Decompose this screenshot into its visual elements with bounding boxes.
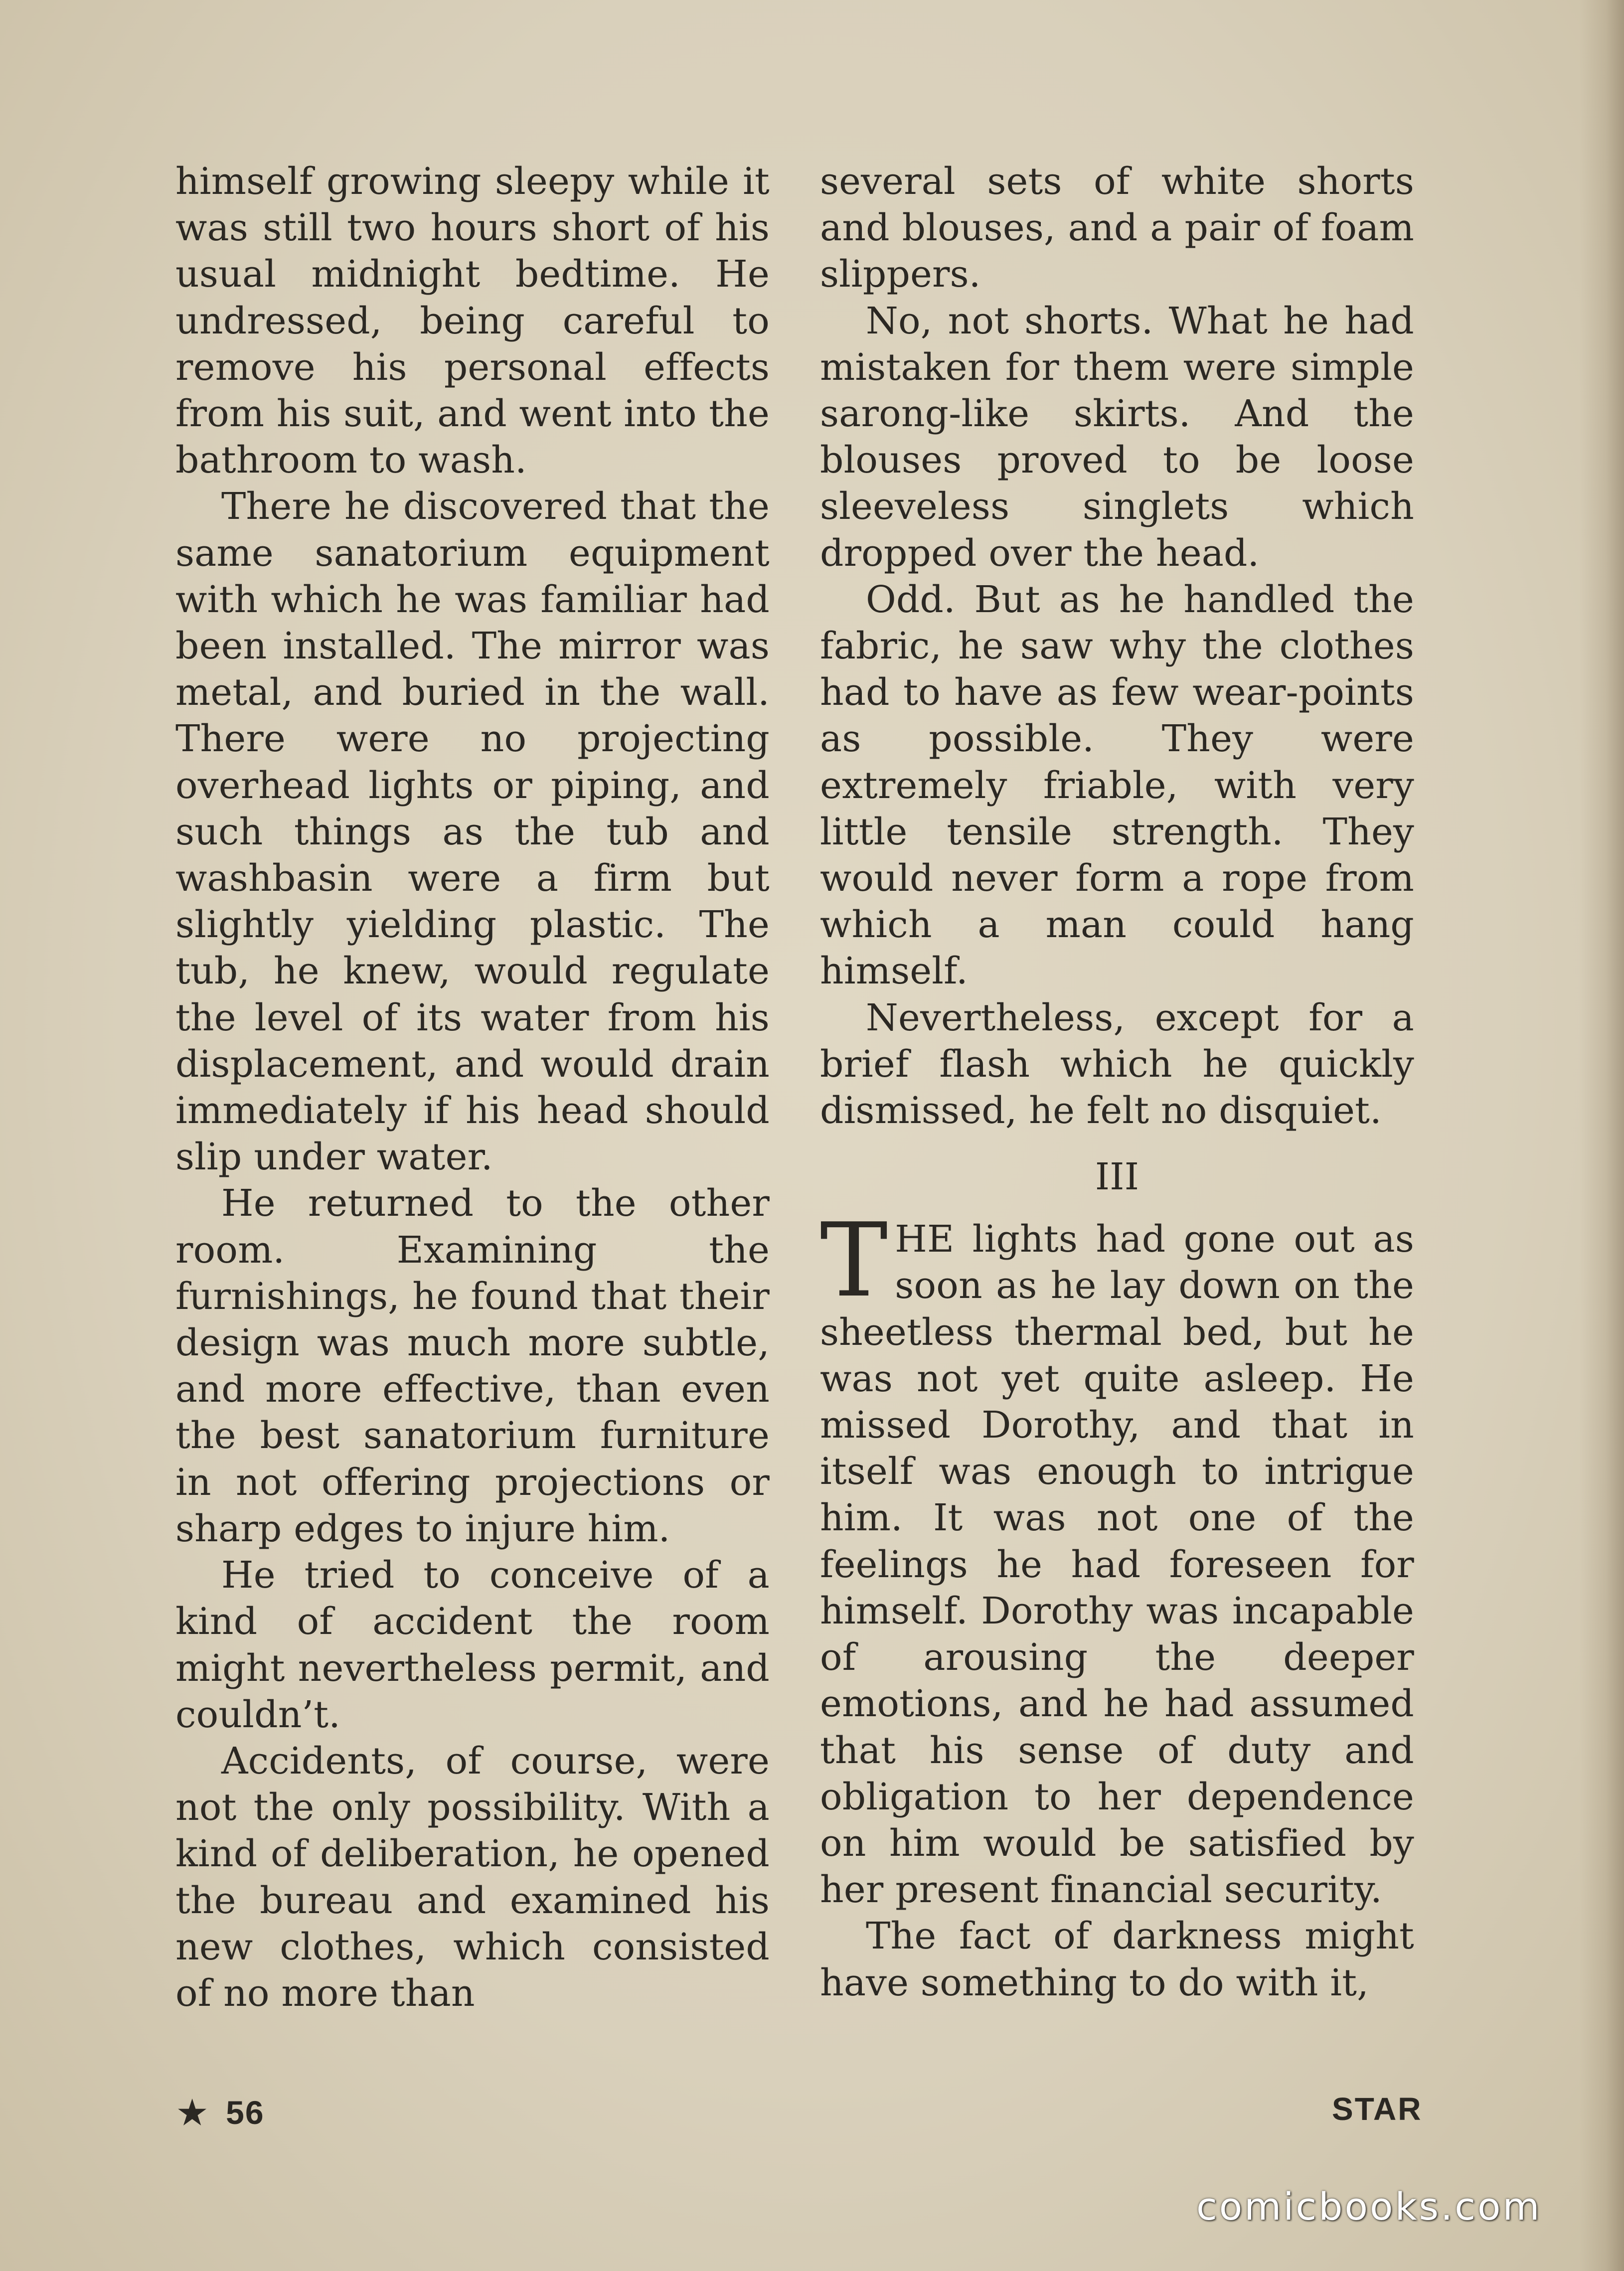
- page-number: 56: [226, 2094, 265, 2131]
- paragraph: He returned to the other room. Examining the furnishings, he found that their design was much more subtle, and more effective, than even the best sanatorium furniture in not offering projections or sharp edges to injure him.: [175, 1182, 770, 1550]
- paragraph: himself growing sleepy while it was still two hours short of his usual midnight bedtime. He undressed, being careful to remove his personal effects from his suit, and went into the bathroom to wash.: [175, 160, 770, 482]
- paragraph: Odd. But as he handled the fabric, he saw why the clothes had to have as few wear-points as possible. They were extremely friable, with very little tensile strength. They would never form a rope from which a man could hang himself.: [820, 578, 1414, 993]
- page-footer-number: [177, 2094, 265, 2132]
- page-edge-shadow: [1579, 0, 1624, 2271]
- paragraph: He tried to conceive of a kind of accident the room might nevertheless permit, and couldn’t.: [175, 1554, 770, 1736]
- watermark: comicbooks.com: [1196, 2184, 1542, 2229]
- paragraph: No, not shorts. What he had mistaken for them were simple sarong-like skirts. And the blouses proved to be loose sleeveless singlets which dropped over the head.: [820, 299, 1414, 575]
- right-column: [820, 159, 1414, 2006]
- magazine-name: STAR: [1332, 2091, 1423, 2127]
- star-icon: ★: [177, 2094, 208, 2131]
- paragraph: several sets of white shorts and blouses, and a pair of foam slippers.: [820, 160, 1414, 296]
- section-number: III: [1095, 1155, 1139, 1199]
- paragraph: Nevertheless, except for a brief flash which he quickly dismissed, he felt no disquiet.: [820, 996, 1414, 1133]
- paragraph-with-dropcap: [820, 1202, 1414, 1913]
- paragraph: There he discovered that the same sanatorium equipment with which he was familiar had been installed. The mirror was metal, and buried in the wall. There were no projecting overhead lights or piping, and such things as the tub and washbasin were a firm but slightly yielding plastic. The tub, he knew, would regulate the level of its water from his displacement, and would drain immediately if his head should slip under water.: [175, 485, 770, 1179]
- paragraph: Accidents, of course, were not the only possibility. With a kind of deliberation, he opened the bureau and examined his new clothes, which consisted of no more than: [175, 1739, 770, 2015]
- left-column: [175, 159, 770, 2017]
- paragraph: The fact of darkness might have something to do with it,: [820, 1915, 1414, 2004]
- paragraph-text: HE lights had gone out as soon as he lay down on the sheetless thermal bed, but he was not yet quite asleep. He missed Dorothy, and that in itself was enough to intrigue him. It was not one of the feelings he had foreseen for himself. Dorothy was incapable of arousing the deeper emotions, and he had assumed that his sense of duty and obligation to her dependence on him would be satisfied by her present financial security.: [820, 1218, 1414, 1912]
- drop-cap: T: [820, 1202, 888, 1320]
